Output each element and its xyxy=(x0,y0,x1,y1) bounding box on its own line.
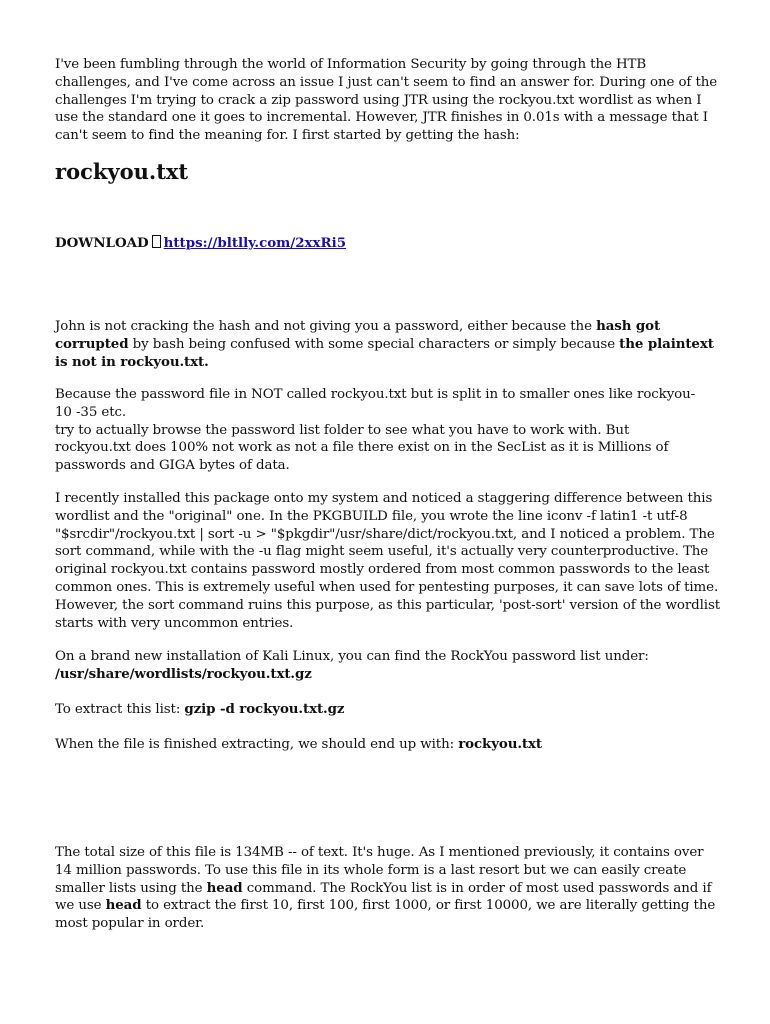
page-title: rockyou.txt xyxy=(55,159,189,184)
kali-text: On a brand new installation of Kali Linux, you can find the RockYou password list under: xyxy=(55,649,649,664)
finished-paragraph xyxy=(55,736,720,754)
split-line-2: try to actually browse the password list folder to see what you have to work with. But rockyou.txt does 100% not work as not a file there exist on in the SecList as it is Millions of passwords and GIGA bytes of data. xyxy=(55,422,669,474)
kali-path: /usr/share/wordlists/rockyou.txt.gz xyxy=(55,665,312,682)
size-text-1: The total size of this file is 134MB -- of text. It's huge. As I mentioned previously, it contains over 14 million passwords. To use this file in its whole form is a last resort but we can easily create smaller lists using the xyxy=(55,845,704,896)
download-link[interactable]: https://bltlly.com/2xxRi5 xyxy=(163,235,347,251)
extract-paragraph xyxy=(55,701,720,719)
extract-text: To extract this list: xyxy=(55,702,185,717)
split-line-1: Because the password file in NOT called rockyou.txt but is split in to smaller ones like rockyou-10 -35 etc. xyxy=(55,387,696,420)
john-bold-1: hash got corrupted xyxy=(55,318,661,352)
john-bold-2: the plaintext is not in rockyou.txt. xyxy=(55,335,714,370)
pkgbuild-paragraph: I recently installed this package onto my system and noticed a staggering difference between this wordlist and the "original" one. In the PKGBUILD file, you wrote the line iconv -f latin1 -t utf-8 "$srcdir"/rockyou.txt | sort -u > "$pkgdir"/usr/share/dict/rockyou.txt, and I noticed a problem. The sort command, while with the -u flag might seem useful, it's actually very counterproductive. The original rockyou.txt contains password mostly ordered from most common passwords to the least common ones. This is extremely useful when used for pentesting purposes, it can save lots of time. However, the sort command ruins this purpose, as this particular, 'post-sort' version of the wordlist starts with very uncommon entries. xyxy=(55,491,721,631)
size-text-3: to extract the first 10, first 100, first 1000, or first 10000, we are literally getting the most popular in order. xyxy=(55,898,716,932)
kali-paragraph xyxy=(55,648,720,684)
split-paragraph xyxy=(55,386,705,475)
size-paragraph xyxy=(55,844,720,933)
finished-text: When the file is finished extracting, we should end up with: xyxy=(55,737,459,752)
size-text-2: command. The RockYou list is in order of most used passwords and if we use xyxy=(55,880,712,914)
intro-paragraph: I've been fumbling through the world of Information Security by going through the HTB challenges, and I've come across an issue I just can't seem to find an answer for. During one of the challenges I'm trying to crack a zip password using JTR using the rockyou.txt wordlist as when I use the standard one it goes to incremental. However, JTR finishes in 0.01s with a message that I can't seem to find the meaning for. I first started by getting the hash: xyxy=(55,57,718,144)
extract-command: gzip -d rockyou.txt.gz xyxy=(184,701,345,717)
finished-file: rockyou.txt xyxy=(458,736,542,752)
missing-glyph-icon xyxy=(152,235,161,248)
download-line xyxy=(55,234,346,252)
john-text-2: by bash being confused with some special characters or simply because xyxy=(128,336,620,352)
john-text-1: John is not cracking the hash and not giving you a password, either because the xyxy=(55,319,597,334)
john-paragraph xyxy=(55,318,720,371)
download-label: DOWNLOAD xyxy=(55,235,149,251)
size-bold-2: head xyxy=(105,897,142,914)
size-bold-1: head xyxy=(206,879,243,896)
